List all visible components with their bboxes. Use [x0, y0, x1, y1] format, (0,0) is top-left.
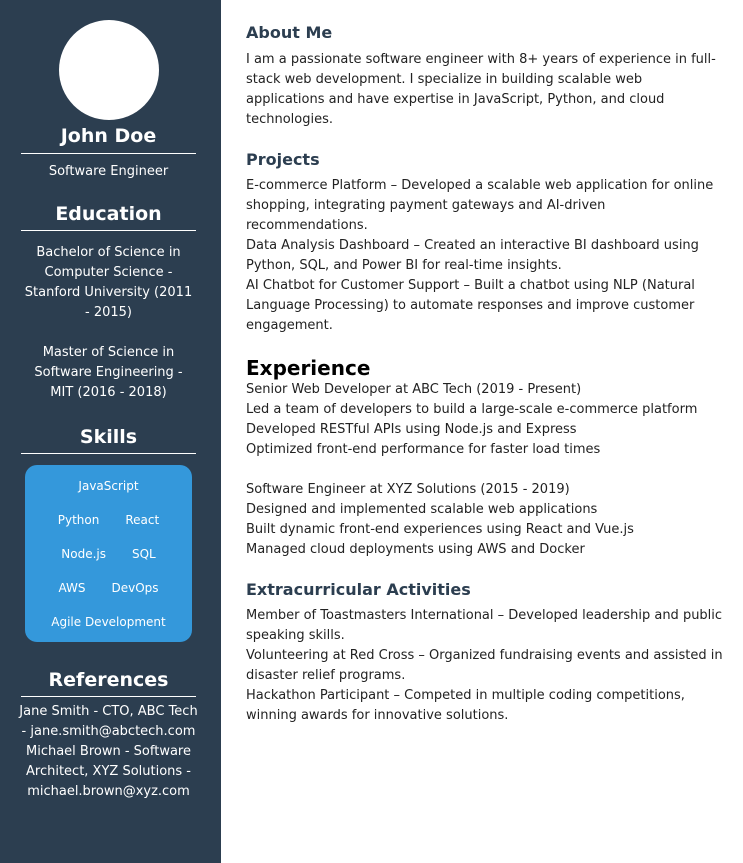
job-point: Optimized front-end performance for faster load times [246, 442, 601, 457]
projects-list [246, 176, 723, 336]
skill-row [25, 579, 192, 613]
project-item: E-commerce Platform – Developed a scalable web application for online shopping, integrating payment gateways and AI-driven recommendations. [246, 178, 714, 233]
profile-name: John Doe [21, 125, 196, 154]
skill-tag: React [125, 513, 160, 527]
skill-tag: SQL [131, 547, 156, 561]
experience-title: Experience [246, 356, 371, 380]
references-list [17, 702, 200, 802]
avatar [59, 20, 159, 120]
about-section [246, 23, 723, 130]
skills-title: Skills [21, 426, 196, 454]
experience-section [246, 356, 723, 560]
job-point: Built dynamic front-end experiences using React and Vue.js [246, 522, 634, 537]
skill-tag: JavaScript [78, 479, 139, 493]
activity-item: Volunteering at Red Cross – Organized fundraising events and assisted in disaster relief programs. [246, 648, 723, 683]
reference-item: Michael Brown - Software Architect, XYZ Solutions - michael.brown@xyz.com [26, 744, 191, 799]
job-entry [246, 380, 723, 460]
job-point: Designed and implemented scalable web applications [246, 502, 598, 517]
skills-box [25, 465, 192, 642]
skill-tag: Agile Development [51, 615, 166, 629]
job-point: Managed cloud deployments using AWS and Docker [246, 542, 585, 557]
skill-tag: DevOps [111, 581, 159, 595]
reference-item: Jane Smith - CTO, ABC Tech - jane.smith@abctech.com [19, 704, 198, 739]
job-point: Led a team of developers to build a large-scale e-commerce platform [246, 402, 698, 417]
skill-row [25, 511, 192, 545]
activity-item: Member of Toastmasters International – Developed leadership and public speaking skills. [246, 608, 723, 643]
job-heading: Software Engineer at XYZ Solutions (2015 - 2019) [246, 482, 570, 497]
main-content [221, 0, 743, 863]
job-heading: Senior Web Developer at ABC Tech (2019 - Present) [246, 382, 582, 397]
about-text: I am a passionate software engineer with 8+ years of experience in full-stack web development. I specialize in building scalable web applications and have expertise in JavaScript, Python, and cloud technologies. [246, 52, 716, 127]
project-item: Data Analysis Dashboard – Created an interactive BI dashboard using Python, SQL, and Power BI for real-time insights. [246, 238, 699, 273]
education-title: Education [21, 203, 196, 231]
skill-row [25, 545, 192, 579]
projects-section [246, 150, 723, 336]
project-item: AI Chatbot for Customer Support – Built a chatbot using NLP (Natural Language Processing) to automate responses and improve customer engagement. [246, 278, 695, 333]
sidebar [0, 0, 221, 863]
skill-row [25, 613, 192, 647]
skill-tag: Python [57, 513, 100, 527]
skill-tag: AWS [58, 581, 86, 595]
extracurricular-section [246, 580, 723, 726]
about-title: About Me [246, 23, 333, 42]
job-point: Developed RESTful APIs using Node.js and Express [246, 422, 577, 437]
projects-title: Projects [246, 150, 320, 169]
education-item: Master of Science in Software Engineering - MIT (2016 - 2018) [34, 345, 183, 400]
education-item: Bachelor of Science in Computer Science - Stanford University (2011 - 2015) [24, 245, 193, 320]
skill-row [25, 477, 192, 511]
profile-role: Software Engineer [48, 164, 169, 179]
references-title: References [21, 669, 196, 697]
job-entry [246, 480, 723, 560]
extracurricular-list [246, 606, 723, 726]
extracurricular-title: Extracurricular Activities [246, 580, 471, 599]
activity-item: Hackathon Participant – Competed in multiple coding competitions, winning awards for innovative solutions. [246, 688, 685, 723]
skill-tag: Node.js [61, 547, 106, 561]
